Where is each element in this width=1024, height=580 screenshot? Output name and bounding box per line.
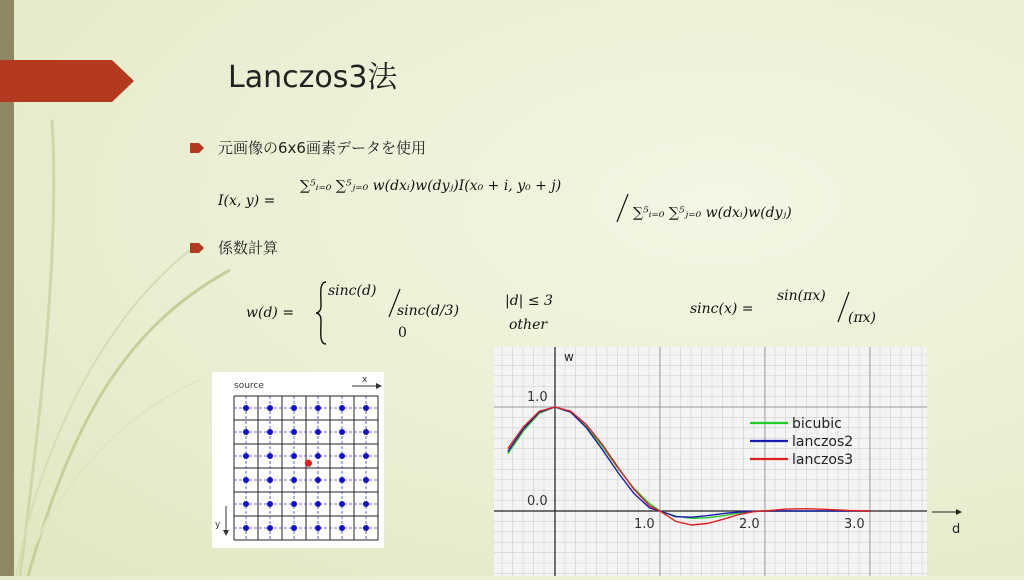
pixel-dot <box>267 477 273 483</box>
legend-label-bicubic: bicubic <box>792 416 842 432</box>
pixel-dot <box>267 453 273 459</box>
weight-case2-value: 0 <box>398 325 407 341</box>
formula-sinc-lhs: sinc(x) = <box>690 301 754 317</box>
x-tick-label: 1.0 <box>634 517 655 532</box>
pixel-dot <box>291 477 297 483</box>
bullet-arrow-icon <box>190 243 204 253</box>
pixel-dot <box>315 429 321 435</box>
pixel-dot <box>363 525 369 531</box>
formula-sinc-numerator: sin(πx) <box>777 288 826 304</box>
pixel-dot <box>267 429 273 435</box>
formula-interp-lhs: I(x, y) = <box>218 193 276 209</box>
pixel-dot <box>339 525 345 531</box>
formula-weight-lhs: w(d) = <box>246 305 295 321</box>
y-tick-label: 1.0 <box>527 390 548 405</box>
bullet-item-coefficients <box>190 237 278 258</box>
formula-interp-numerator: ∑⁵ᵢ₌₀ ∑⁵ⱼ₌₀ w(dxᵢ)w(dyⱼ)I(x₀ + i, y₀ + j) <box>300 178 562 194</box>
kernel-chart-svg <box>494 347 927 576</box>
weight-case1-numerator: sinc(d) <box>328 283 377 299</box>
pixel-dot <box>315 501 321 507</box>
pixel-dot <box>315 477 321 483</box>
title-arrow-shape <box>0 60 134 102</box>
pixel-dot <box>267 405 273 411</box>
pixel-dot <box>363 501 369 507</box>
fraction-slash <box>615 193 629 223</box>
weight-case2-condition: other <box>509 317 548 333</box>
chart-y-axis-label: w <box>564 350 574 364</box>
bullet-arrow-icon <box>190 143 204 153</box>
pixel-dot <box>291 501 297 507</box>
piecewise-brace <box>314 280 328 346</box>
pixel-dot <box>315 453 321 459</box>
pixel-dot <box>291 429 297 435</box>
formula-sinc-denominator: (πx) <box>848 310 877 326</box>
pixel-dot <box>363 429 369 435</box>
bullet-text: 元画像の6x6画素データを使用 <box>218 139 426 157</box>
x-tick-label: 2.0 <box>739 517 760 532</box>
weight-case1-denominator: sinc(d/3) <box>397 303 460 319</box>
pixel-dot <box>339 501 345 507</box>
source-grid-figure <box>212 372 384 548</box>
bullet-item-source-data <box>190 137 426 158</box>
pixel-dot <box>363 405 369 411</box>
pixel-dot <box>267 501 273 507</box>
pixel-dot <box>243 429 249 435</box>
pixel-dot <box>339 429 345 435</box>
weight-case1-condition: |d| ≤ 3 <box>505 293 553 309</box>
y-axis-label: y <box>215 520 221 530</box>
formula-interp-denominator: ∑⁵ᵢ₌₀ ∑⁵ⱼ₌₀ w(dxᵢ)w(dyⱼ) <box>633 205 792 221</box>
sample-point <box>305 460 312 467</box>
chart-x-arrow <box>932 507 962 517</box>
bullet-text: 係数計算 <box>218 239 279 257</box>
pixel-dot <box>243 501 249 507</box>
pixel-dot <box>267 525 273 531</box>
pixel-dot <box>339 453 345 459</box>
y-tick-label: 0.0 <box>527 494 548 509</box>
pixel-dot <box>291 525 297 531</box>
pixel-dot <box>243 405 249 411</box>
pixel-dot <box>291 405 297 411</box>
pixel-dot <box>243 453 249 459</box>
pixel-dot <box>339 477 345 483</box>
pixel-dot <box>315 405 321 411</box>
pixel-dot <box>363 453 369 459</box>
slide-title: Lanczos3法 <box>228 60 398 95</box>
source-grid-svg <box>212 372 384 548</box>
legend-label-lanczos3: lanczos3 <box>792 452 854 468</box>
pixel-dot <box>315 525 321 531</box>
pixel-dot <box>243 477 249 483</box>
chart-x-axis-label: d <box>952 522 961 537</box>
pixel-dot <box>339 405 345 411</box>
kernel-chart <box>494 347 927 576</box>
pixel-dot <box>363 477 369 483</box>
legend-label-lanczos2: lanczos2 <box>792 434 854 450</box>
x-tick-label: 3.0 <box>844 517 865 532</box>
pixel-dot <box>243 525 249 531</box>
source-label: source <box>234 381 264 391</box>
pixel-dot <box>291 453 297 459</box>
x-axis-label: x <box>362 375 368 385</box>
